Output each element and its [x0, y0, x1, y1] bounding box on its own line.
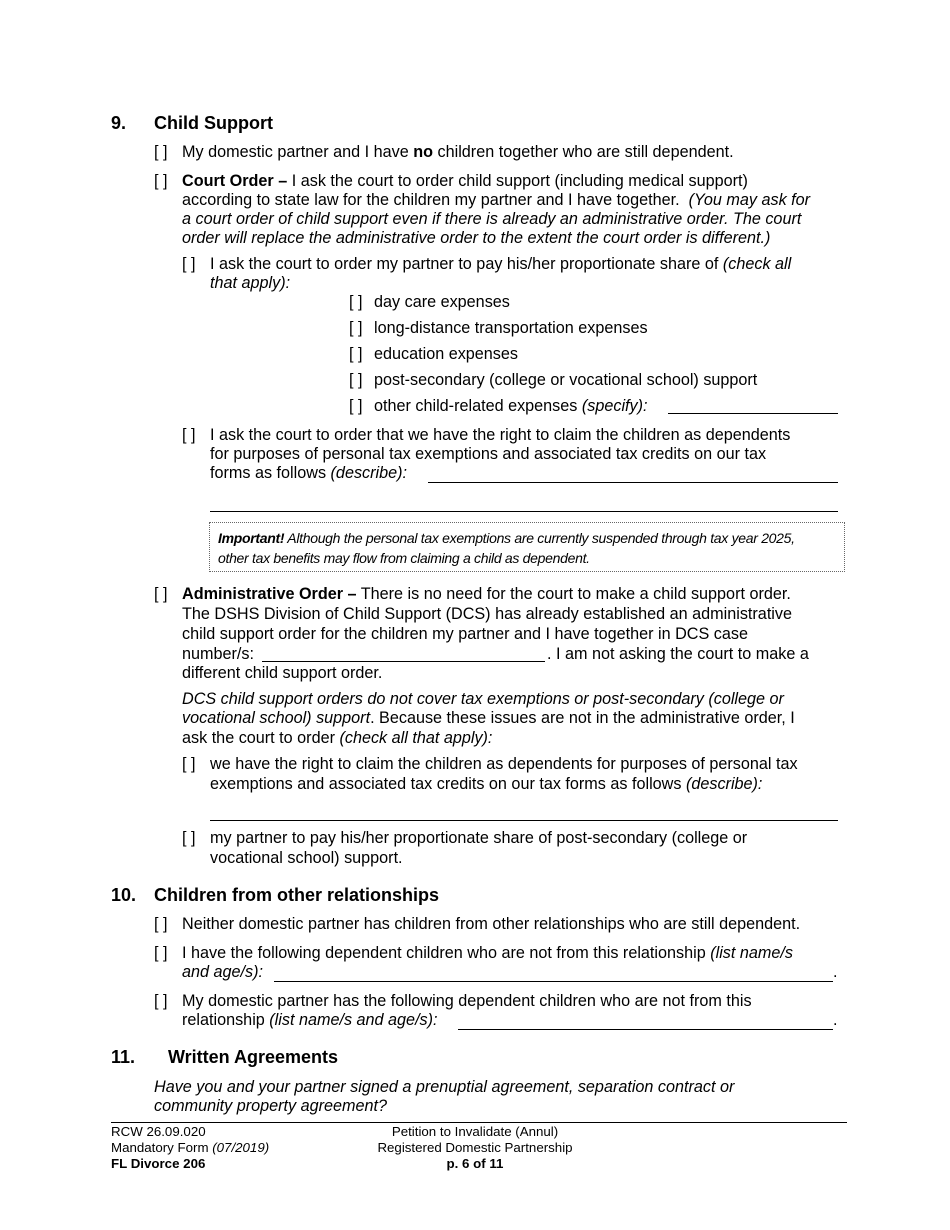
checkbox-education[interactable]: [ ]: [349, 345, 363, 363]
admin-order-line-4a: number/s:: [182, 645, 254, 663]
tax-claim-line-1: I ask the court to order that we have the right to claim the children as dependents: [210, 426, 791, 444]
expense-post-secondary: post-secondary (college or vocational school) support: [374, 371, 758, 389]
admin-order-line-2: The DSHS Division of Child Support (DCS) has already established an administrative: [182, 605, 793, 623]
admin-order-line-3: child support order for the children my partner and I have together in DCS case: [182, 625, 748, 643]
section-11-title: Written Agreements: [168, 1047, 339, 1067]
footer-rcw: RCW 26.09.020: [111, 1124, 206, 1139]
footer-page-number: p. 6 of 11: [446, 1156, 504, 1171]
checkbox-admin-post-secondary[interactable]: [ ]: [182, 829, 196, 847]
tax-claim-describe-line-2[interactable]: [210, 511, 838, 512]
section-10-title: Children from other relationships: [154, 885, 440, 905]
admin-post-secondary-line-2: vocational school) support.: [210, 849, 403, 867]
admin-tax-claim-line-2: exemptions and associated tax credits on our tax forms as follows (describe):: [210, 775, 763, 793]
dcs-case-number-line[interactable]: [262, 661, 545, 662]
section-9-number: 9.: [111, 113, 127, 133]
expense-day-care: day care expenses: [374, 293, 510, 311]
checkbox-administrative-order[interactable]: [ ]: [154, 585, 168, 603]
written-agreements-question-line-1: Have you and your partner signed a prenuptial agreement, separation contract or: [154, 1078, 735, 1096]
tax-claim-line-2: for purposes of personal tax exemptions and associated tax credits on our tax: [210, 445, 767, 463]
important-note: Important! Although the personal tax exemptions are currently suspended through tax year 2025, other tax benefits may flow from claiming a child as dependent.: [209, 522, 845, 572]
checkbox-my-children[interactable]: [ ]: [154, 944, 168, 962]
footer-title-1: Petition to Invalidate (Annul): [391, 1124, 559, 1139]
my-children-line-1: I have the following dependent children who are not from this relationship (list name/s: [182, 944, 793, 962]
checkbox-tax-claim[interactable]: [ ]: [182, 426, 196, 444]
section-10-number: 10.: [111, 885, 137, 905]
admin-order-line-4b: . I am not asking the court to make a: [547, 645, 809, 663]
checkbox-transportation[interactable]: [ ]: [349, 319, 363, 337]
section-9-title: Child Support: [154, 113, 273, 133]
partner-children-period: .: [833, 1011, 838, 1029]
admin-order-line-1: Administrative Order – There is no need for the court to make a child support order.: [182, 585, 791, 603]
admin-order-line-5: different child support order.: [182, 664, 383, 682]
proportionate-share-line-2: that apply):: [210, 274, 291, 292]
footer-divider: [111, 1122, 847, 1123]
checkbox-court-order[interactable]: [ ]: [154, 172, 168, 190]
court-order-line-3: a court order of child support even if there is already an administrative order. The court: [182, 210, 802, 228]
expense-education: education expenses: [374, 345, 518, 363]
dcs-note-line-3: ask the court to order (check all that apply):: [182, 729, 493, 747]
admin-post-secondary-line-1: my partner to pay his/her proportionate share of post-secondary (college or: [210, 829, 748, 847]
tax-claim-describe-line-1[interactable]: [428, 482, 838, 483]
footer-mandatory-form: Mandatory Form (07/2019): [111, 1140, 270, 1155]
no-children-text: My domestic partner and I have no children together who are still dependent.: [182, 143, 734, 161]
court-order-line-1: Court Order – I ask the court to order child support (including medical support): [182, 172, 748, 190]
partner-children-list-line[interactable]: [458, 1029, 833, 1030]
admin-tax-claim-describe-line[interactable]: [210, 820, 838, 821]
dcs-note-line-1: DCS child support orders do not cover tax exemptions or post-secondary (college or: [182, 690, 784, 708]
expense-other: other child-related expenses (specify):: [374, 397, 648, 415]
partner-children-line-2: relationship (list name/s and age/s):: [182, 1011, 438, 1029]
checkbox-other-expenses[interactable]: [ ]: [349, 397, 363, 415]
checkbox-neither-partner[interactable]: [ ]: [154, 915, 168, 933]
my-children-line-2: and age/s):: [182, 963, 263, 981]
footer-title-2: Registered Domestic Partnership: [377, 1140, 573, 1155]
partner-children-line-1: My domestic partner has the following dependent children who are not from this: [182, 992, 752, 1010]
admin-tax-claim-line-1: we have the right to claim the children as dependents for purposes of personal tax: [210, 755, 798, 773]
checkbox-admin-tax-claim[interactable]: [ ]: [182, 755, 196, 773]
checkbox-partner-children[interactable]: [ ]: [154, 992, 168, 1010]
checkbox-post-secondary[interactable]: [ ]: [349, 371, 363, 389]
written-agreements-question-line-2: community property agreement?: [154, 1097, 388, 1115]
neither-partner-text: Neither domestic partner has children from other relationships who are still dependent.: [182, 915, 801, 933]
proportionate-share-line-1: I ask the court to order my partner to pay his/her proportionate share of (check all: [210, 255, 792, 273]
checkbox-proportionate-share[interactable]: [ ]: [182, 255, 196, 273]
other-expenses-specify-line[interactable]: [668, 413, 838, 414]
court-order-line-4: order will replace the administrative order to the extent the court order is different.): [182, 229, 771, 247]
my-children-list-line[interactable]: [274, 981, 833, 982]
checkbox-no-children[interactable]: [ ]: [154, 143, 168, 161]
my-children-period: .: [833, 963, 838, 981]
footer-form-number: FL Divorce 206: [111, 1156, 206, 1171]
section-11-number: 11.: [111, 1047, 136, 1067]
checkbox-day-care[interactable]: [ ]: [349, 293, 363, 311]
tax-claim-line-3: forms as follows (describe):: [210, 464, 408, 482]
court-order-line-2: according to state law for the children my partner and I have together. (You may ask for: [182, 191, 811, 209]
expense-transportation: long-distance transportation expenses: [374, 319, 648, 337]
dcs-note-line-2: vocational school) support. Because these issues are not in the administrative order, I: [182, 709, 795, 727]
